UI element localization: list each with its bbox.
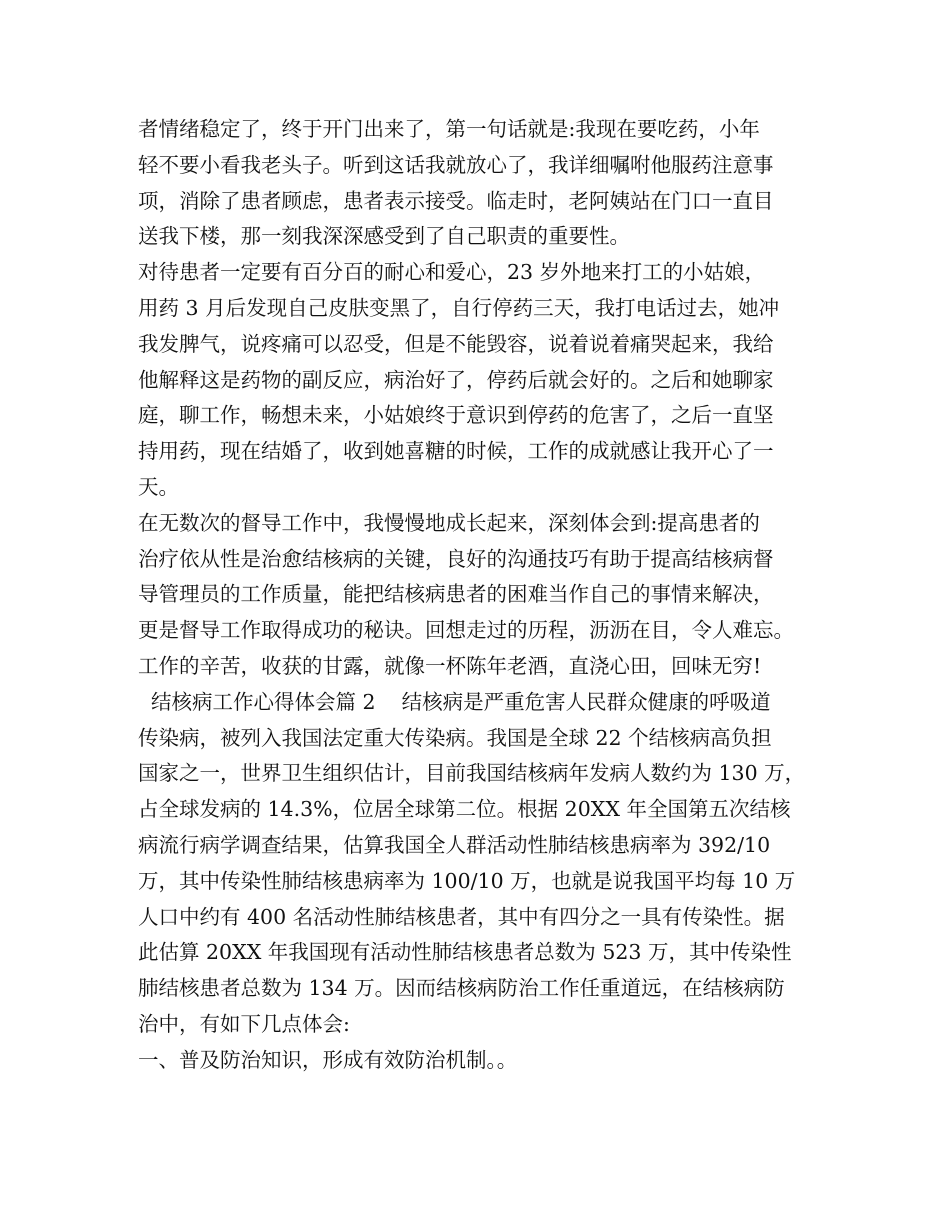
text-line: 持用药，现在结婚了，收到她喜糖的时候，工作的成就感让我开心了一 — [138, 439, 774, 464]
text-line: 者情绪稳定了，终于开门出来了，第一句话就是:我现在要吃药，小年 — [138, 117, 760, 141]
text-line: 导管理员的工作质量，能把结核病患者的困难当作自己的事情来解决， — [138, 582, 774, 607]
text-line: 在无数次的督导工作中，我慢慢地成长起来，深刻体会到:提高患者的 — [138, 510, 760, 535]
text-line: 我发脾气，说疼痛可以忍受，但是不能毁容，说着说着痛哭起来，我给 — [138, 331, 774, 356]
text-line: 工作的辛苦，收获的甘露，就像一杯陈年老酒，直浇心田，回味无穷! — [138, 653, 762, 678]
text-line: 此估算 20XX 年我国现有活动性肺结核患者总数为 523 万，其中传染性 — [138, 940, 792, 965]
text-line: 治疗依从性是治愈结核病的关键，良好的沟通技巧有助于提高结核病督 — [138, 546, 774, 571]
text-line: 占全球发病的 14.3%，位居全球第二位。根据 20XX 年全国第五次结核 — [138, 797, 791, 822]
text-line: 他解释这是药物的副反应，病治好了，停药后就会好的。之后和她聊家 — [138, 367, 774, 392]
section-heading-line: 结核病工作心得体会篇 2 结核病是严重危害人民群众健康的呼吸道 — [138, 689, 771, 714]
text-line: 项，消除了患者顾虑，患者表示接受。临走时，老阿姨站在门口一直目 — [138, 188, 774, 213]
text-line: 轻不要小看我老头子。听到这话我就放心了，我详细嘱咐他服药注意事 — [138, 152, 774, 177]
text-line: 传染病，被列入我国法定重大传染病。我国是全球 22 个结核病高负担 — [138, 725, 772, 750]
text-line: 送我下楼，那一刻我深深感受到了自己职责的重要性。 — [138, 224, 630, 249]
text-line: 人口中约有 400 名活动性肺结核患者，其中有四分之一具有传染性。据 — [138, 904, 785, 929]
text-line: 对待患者一定要有百分百的耐心和爱心，23 岁外地来打工的小姑娘， — [138, 260, 766, 285]
text-line: 天。 — [138, 474, 179, 499]
text-line: 万，其中传染性肺结核患病率为 100/10 万，也就是说我国平均每 10 万 — [138, 868, 796, 893]
text-line: 用药 3 月后发现自己皮肤变黑了，自行停药三天，我打电话过去，她冲 — [138, 295, 780, 320]
list-heading-line: 一、普及防治知识，形成有效防治机制。。 — [138, 1047, 518, 1072]
text-line: 更是督导工作取得成功的秘诀。回想走过的历程，沥沥在目，令人难忘。 — [138, 618, 794, 643]
text-line: 病流行病学调查结果，估算我国全人群活动性肺结核患病率为 392/10 — [138, 832, 771, 857]
text-line: 国家之一，世界卫生组织估计，目前我国结核病年发病人数约为 130 万， — [138, 761, 806, 786]
text-line: 治中，有如下几点体会: — [138, 1011, 350, 1036]
text-line: 肺结核患者总数为 134 万。因而结核病防治工作任重道远，在结核病防 — [138, 976, 785, 1001]
text-line: 庭，聊工作，畅想未来，小姑娘终于意识到停药的危害了，之后一直坚 — [138, 403, 774, 428]
document-body — [138, 112, 828, 1079]
